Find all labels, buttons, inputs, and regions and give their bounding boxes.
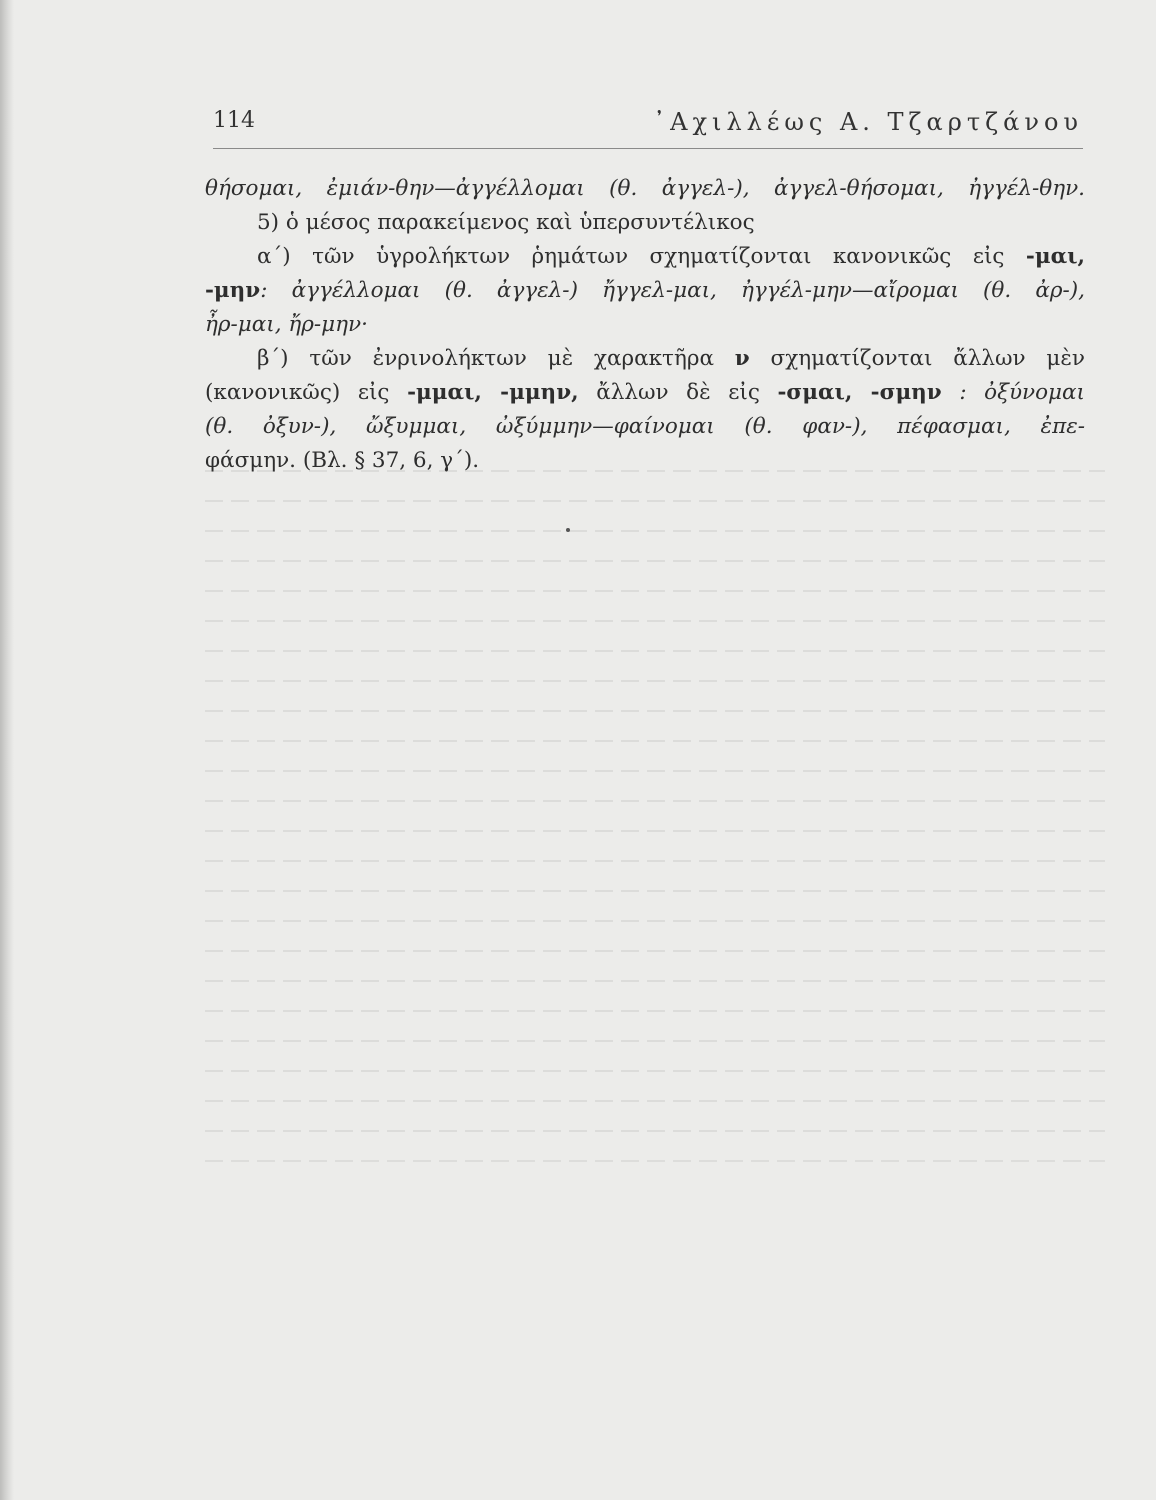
show-through-row [205,620,1105,622]
page-edge-shadow [0,0,14,1500]
show-through-row [205,920,1105,922]
text-line-6 [205,342,1085,376]
running-title: ᾿Αχιλλέως Α. Τζαρτζάνου [653,108,1083,136]
header-rule [213,148,1083,149]
text-line-2: 5) ὁ μέσος παρακείμενος καὶ ὑπερσυντέλικος [257,210,755,235]
text-segment: σχηματίζονται ἄλλων μὲν [749,346,1085,371]
text-segment-bold: -μαι, [1025,244,1085,269]
page-header [213,108,1083,148]
text-line-3 [205,240,1085,274]
text-segment-bold: -σμαι, -σμην [777,380,942,405]
text-line-5: ἦρ-μαι, ἤρ-μην· [205,312,368,337]
show-through-row [205,680,1105,682]
text-line-4 [205,274,1085,308]
show-through-row [205,800,1105,802]
show-through-row [205,650,1105,652]
show-through-row [205,560,1105,562]
show-through-row [205,590,1105,592]
show-through-row [205,740,1105,742]
show-through-row [205,890,1105,892]
show-through-row [205,860,1105,862]
show-through-row [205,530,1105,532]
text-segment: (κανονικῶς) εἰς [205,380,408,405]
body-text [205,172,1085,478]
page-number: 114 [213,108,255,133]
text-line-7 [205,376,1085,410]
text-segment: α´) τῶν ὑγρολήκτων ῥημάτων σχηματίζονται κανονικῶς εἰς [257,244,1026,269]
show-through-row [205,1160,1105,1162]
text-segment: ἄλλων δὲ εἰς [578,380,778,405]
show-through-row [205,770,1105,772]
text-line-8: (θ. ὀξυν-), ὤξυμμαι, ὠξύμμην—φαίνομαι (θ. φαν-), πέφασμαι, ἐπε- [205,414,1085,439]
text-segment-italic: : ἀγγέλλομαι (θ. ἀγγελ-) ἤγγελ-μαι, ἠγγέλ-μην—αἴρομαι (θ. ἀρ-), [260,278,1085,303]
show-through-row [205,1070,1105,1072]
show-through-row [205,980,1105,982]
text-segment-bold: -μμαι, -μμην, [407,380,579,405]
show-through-row [205,1100,1105,1102]
show-through-row [205,1130,1105,1132]
text-segment-italic: : ὀξύνομαι [941,380,1085,405]
text-line-9: φάσμην. (Βλ. § 37, 6, γ´). [205,448,480,473]
show-through-row [205,470,1105,472]
show-through-row [205,1010,1105,1012]
show-through-row [205,950,1105,952]
text-segment: β´) τῶν ἐνρινολήκτων μὲ χαρακτῆρα [257,346,735,371]
text-segment-bold: ν [734,346,750,371]
show-through-row [205,500,1105,502]
text-segment-bold: -μην [205,278,261,303]
show-through-row [205,830,1105,832]
ink-speck [566,528,570,532]
show-through-row [205,710,1105,712]
show-through-row [205,1040,1105,1042]
show-through-texture [205,470,1105,1190]
text-line-1: θήσομαι, ἐμιάν-θην—ἀγγέλλομαι (θ. ἀγγελ-), ἀγγελ-θήσομαι, ἠγγέλ-θην. [205,176,1085,201]
